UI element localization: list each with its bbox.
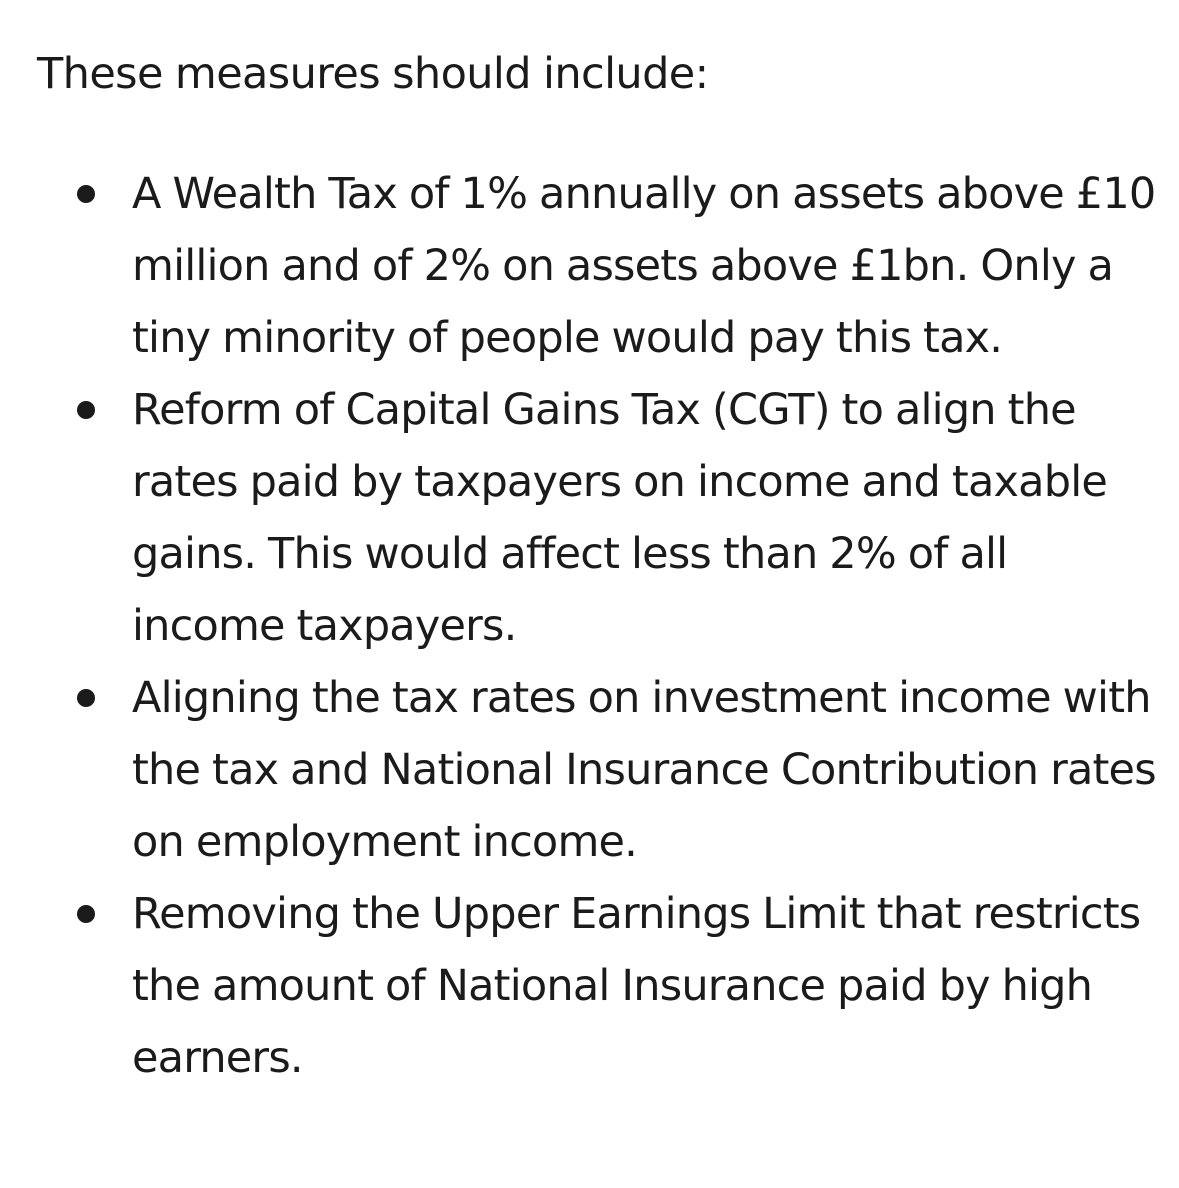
list-item-text: Removing the Upper Earnings Limit that restricts the amount of National Insurance paid by high earners.: [132, 889, 1141, 1083]
list-item: [37, 158, 1167, 374]
measures-list: [37, 158, 1167, 1094]
document-body: [37, 42, 1167, 1094]
intro-paragraph: These measures should include:: [37, 49, 709, 99]
list-item-text: A Wealth Tax of 1% annually on assets above £10 million and of 2% on assets above £1bn. Only a tiny minority of people would pay this tax.: [132, 169, 1156, 363]
bullet-icon: [77, 905, 95, 923]
list-item: [37, 374, 1167, 662]
bullet-icon: [77, 185, 95, 203]
list-item: [37, 878, 1167, 1094]
list-item: [37, 662, 1167, 878]
list-item-text: Aligning the tax rates on investment income with the tax and National Insurance Contribution rates on employment income.: [132, 673, 1156, 867]
list-item-text: Reform of Capital Gains Tax (CGT) to align the rates paid by taxpayers on income and taxable gains. This would affect less than 2% of all income taxpayers.: [132, 385, 1107, 651]
bullet-icon: [77, 401, 95, 419]
bullet-icon: [77, 689, 95, 707]
